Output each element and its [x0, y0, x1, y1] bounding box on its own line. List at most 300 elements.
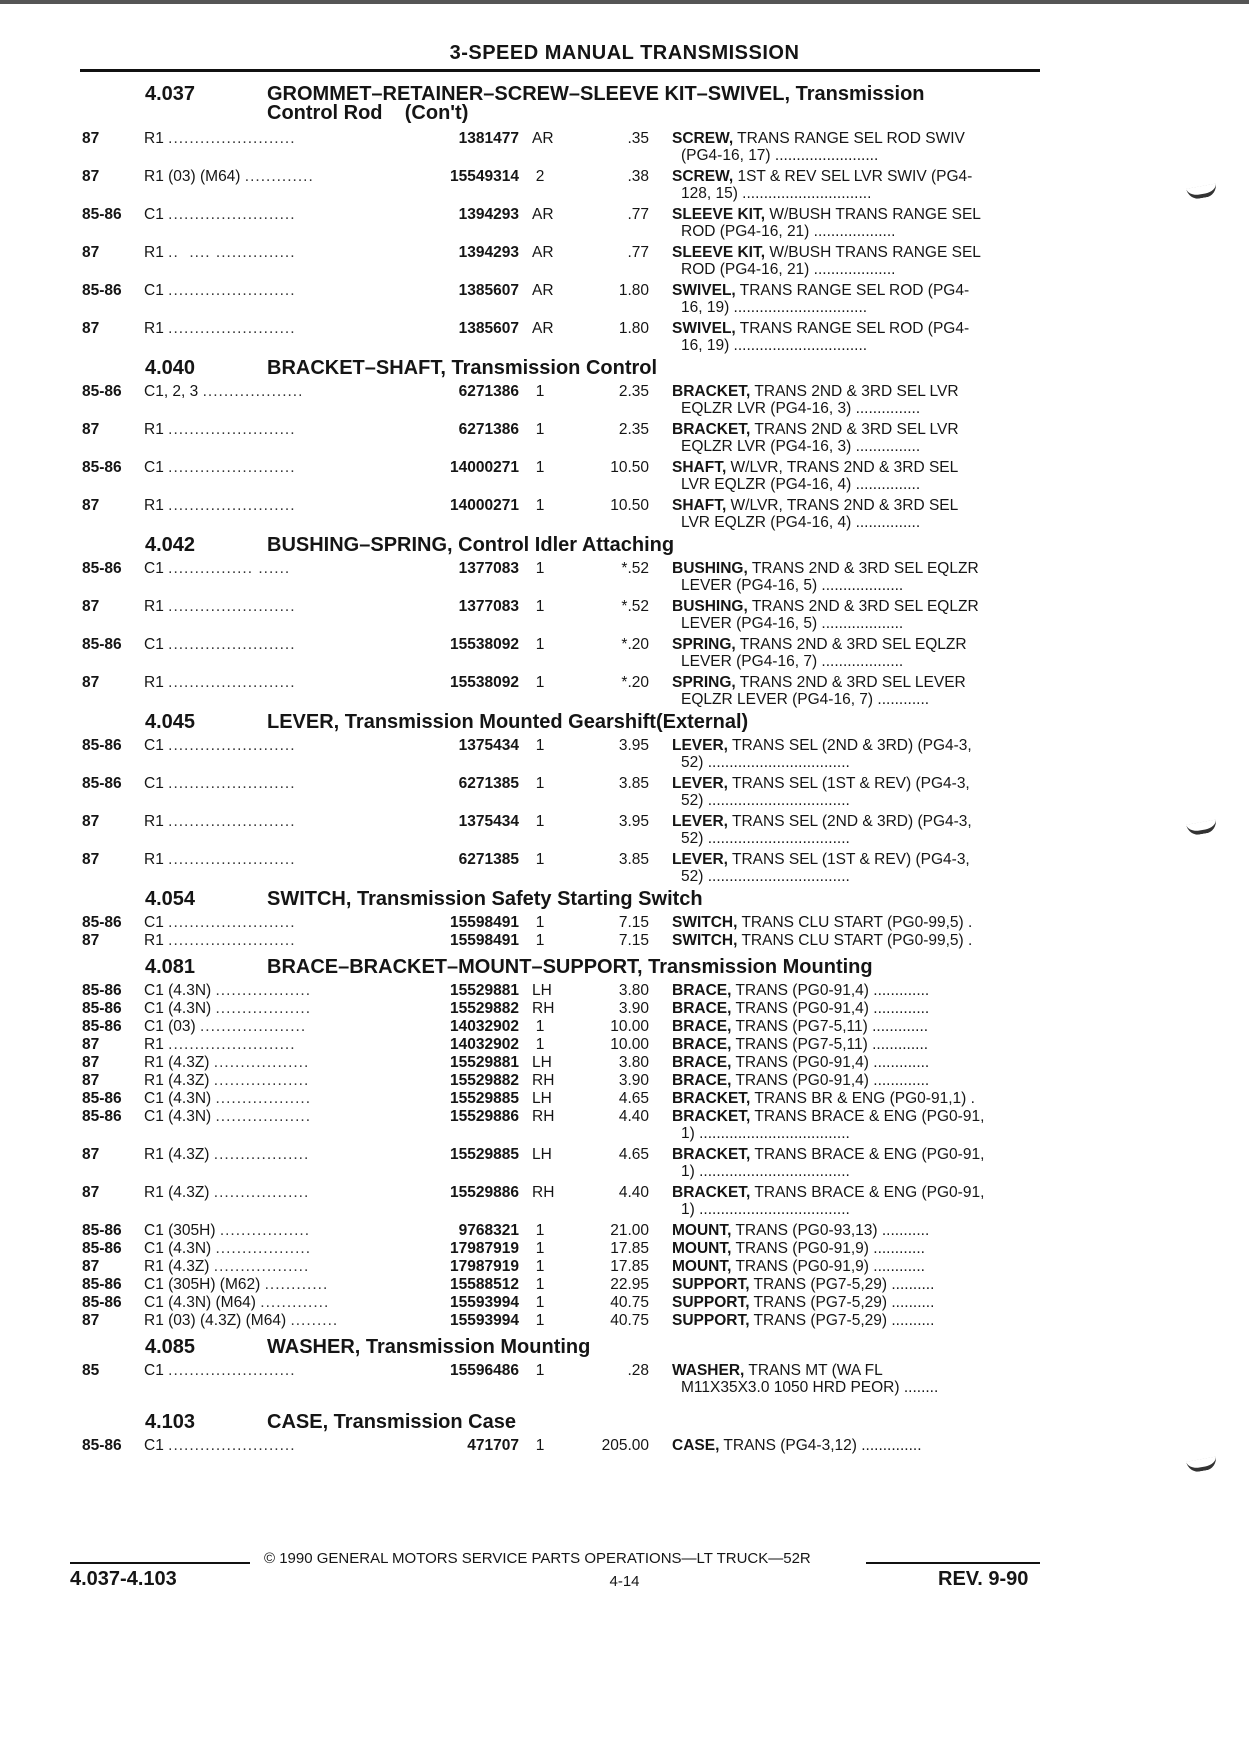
leader-dots: ........................ — [168, 932, 296, 949]
price: 3.90 — [618, 1072, 649, 1089]
price: 10.50 — [610, 497, 649, 514]
model-year: 85-86 — [82, 1222, 122, 1239]
part-number: 1375434 — [458, 737, 519, 754]
model-code — [144, 775, 296, 793]
price: 2.35 — [618, 383, 649, 400]
description — [672, 636, 1032, 654]
quantity: 1 — [535, 1312, 545, 1329]
model-code-text: R1 — [144, 598, 164, 615]
section-title: WASHER, Transmission Mounting — [267, 1336, 591, 1358]
model-code — [144, 851, 296, 869]
leader-dots: ........................ — [168, 1036, 296, 1053]
model-year: 85-86 — [82, 383, 122, 400]
description — [672, 320, 1032, 338]
part-number: 15593994 — [450, 1312, 519, 1329]
model-code — [144, 1362, 296, 1380]
description-text: SHAFT, W/LVR, TRANS 2ND & 3RD SEL — [672, 459, 959, 476]
model-year: 85-86 — [82, 1294, 122, 1311]
leader-dots: ........................ — [168, 636, 296, 653]
description — [672, 932, 1032, 950]
model-code — [144, 206, 296, 224]
description — [672, 459, 1032, 477]
model-code — [144, 1222, 310, 1240]
model-year: 85-86 — [82, 636, 122, 653]
section-title: BRACKET–SHAFT, Transmission Control — [267, 357, 658, 379]
part-number: 1394293 — [458, 244, 519, 261]
model-code — [144, 1240, 311, 1258]
quantity: AR — [532, 320, 554, 337]
price: 1.80 — [618, 282, 649, 299]
description — [672, 1036, 1032, 1054]
part-number: 6271386 — [458, 421, 519, 438]
leader-dots: ........................ — [168, 1437, 296, 1454]
description — [672, 982, 1032, 1000]
quantity: 1 — [535, 932, 545, 949]
description — [672, 421, 1032, 439]
description-continued: 1) ................................... — [681, 1163, 850, 1180]
price: *.20 — [621, 636, 649, 653]
description-text: BRACE, TRANS (PG7-5,11) ............. — [672, 1018, 929, 1035]
price: *.52 — [621, 598, 649, 615]
quantity: 1 — [535, 497, 545, 514]
description-text: BRACE, TRANS (PG0-91,4) ............. — [672, 1072, 930, 1089]
leader-dots: ........................ — [168, 421, 296, 438]
description-text: SLEEVE KIT, W/BUSH TRANS RANGE SEL — [672, 244, 981, 261]
quantity: RH — [532, 1072, 555, 1089]
model-code-text: R1 (4.3Z) — [144, 1184, 210, 1201]
description — [672, 674, 1032, 692]
part-number: 15529882 — [450, 1000, 519, 1017]
page-title: 3-SPEED MANUAL TRANSMISSION — [449, 42, 800, 64]
price: .35 — [627, 130, 649, 147]
model-year: 87 — [82, 244, 100, 261]
description — [672, 851, 1032, 869]
description-text: BRACKET, TRANS BRACE & ENG (PG0-91, — [672, 1184, 985, 1201]
leader-dots: ................. — [219, 1222, 311, 1239]
part-number: 1377083 — [458, 560, 519, 577]
description-continued: 16, 19) ............................... — [681, 299, 868, 316]
part-number: 471707 — [467, 1437, 519, 1454]
quantity: 1 — [535, 1258, 545, 1275]
model-year: 85-86 — [82, 282, 122, 299]
quantity: LH — [532, 1090, 552, 1107]
model-code — [144, 421, 296, 439]
model-code — [144, 1184, 309, 1202]
price: 3.80 — [618, 982, 649, 999]
leader-dots: ........................ — [168, 206, 296, 223]
price: 3.95 — [618, 813, 649, 830]
description — [672, 206, 1032, 224]
leader-dots: .................. — [213, 1054, 310, 1071]
price: 3.95 — [618, 737, 649, 754]
quantity: LH — [532, 1146, 552, 1163]
price: .28 — [627, 1362, 649, 1379]
model-code-text: C1 — [144, 775, 164, 792]
section-title-continued: Control Rod (Con't) — [267, 102, 469, 124]
model-code — [144, 1258, 309, 1276]
part-number: 1394293 — [458, 206, 519, 223]
model-code-text: R1 — [144, 1036, 164, 1053]
model-code-text: R1 (4.3Z) — [144, 1146, 210, 1163]
model-code — [144, 598, 296, 616]
description-text: LEVER, TRANS SEL (2ND & 3RD) (PG4-3, — [672, 813, 972, 830]
model-year: 85-86 — [82, 737, 122, 754]
model-code-text: C1 — [144, 282, 164, 299]
model-code-text: C1 — [144, 636, 164, 653]
quantity: 1 — [535, 1036, 545, 1053]
part-number: 15529882 — [450, 1072, 519, 1089]
description-continued: M11X35X3.0 1050 HRD PEOR) ........ — [681, 1379, 939, 1396]
model-code-text: C1, 2, 3 — [144, 383, 199, 400]
model-year: 87 — [82, 320, 100, 337]
model-code — [144, 813, 296, 831]
model-code-text: R1 — [144, 932, 164, 949]
model-year: 87 — [82, 813, 100, 830]
model-year: 85-86 — [82, 206, 122, 223]
quantity: AR — [532, 206, 554, 223]
quantity: 1 — [535, 1294, 545, 1311]
model-code-text: R1 (03) (M64) — [144, 168, 241, 185]
description-text: CASE, TRANS (PG4-3,12) .............. — [672, 1437, 922, 1454]
description-text: SUPPORT, TRANS (PG7-5,29) .......... — [672, 1276, 935, 1293]
description-text: BRACE, TRANS (PG0-91,4) ............. — [672, 982, 930, 999]
description-continued: (PG4-16, 17) ........................ — [681, 147, 879, 164]
model-year: 87 — [82, 1072, 100, 1089]
description-continued: EQLZR LVR (PG4-16, 3) ............... — [681, 438, 921, 455]
footer-rule-right — [866, 1562, 1040, 1564]
description — [672, 1072, 1032, 1090]
model-code — [144, 130, 296, 148]
price: *.52 — [621, 560, 649, 577]
leader-dots: .................. — [213, 1072, 310, 1089]
price: 3.90 — [618, 1000, 649, 1017]
part-number: 15529881 — [450, 1054, 519, 1071]
leader-dots: .. .... ............... — [168, 244, 296, 261]
part-number: 15538092 — [450, 636, 519, 653]
model-year: 85-86 — [82, 1240, 122, 1257]
model-code — [144, 168, 314, 186]
description — [672, 1362, 1032, 1380]
leader-dots: ........................ — [168, 320, 296, 337]
price: 40.75 — [610, 1312, 649, 1329]
part-number: 6271385 — [458, 775, 519, 792]
price: 7.15 — [618, 914, 649, 931]
model-year: 87 — [82, 168, 100, 185]
leader-dots: ........................ — [168, 813, 296, 830]
leader-dots: ................... — [202, 383, 304, 400]
quantity: LH — [532, 982, 552, 999]
model-code-text: C1 — [144, 560, 164, 577]
price: 10.50 — [610, 459, 649, 476]
model-code — [144, 560, 290, 578]
description-continued: ROD (PG4-16, 21) ................... — [681, 223, 896, 240]
leader-dots: ........................ — [168, 737, 296, 754]
price: 4.65 — [618, 1090, 649, 1107]
part-number: 15598491 — [450, 914, 519, 931]
part-number: 15529886 — [450, 1184, 519, 1201]
model-year: 87 — [82, 932, 100, 949]
model-code-text: R1 (4.3Z) — [144, 1258, 210, 1275]
description — [672, 914, 1032, 932]
model-code-text: R1 — [144, 851, 164, 868]
price: 1.80 — [618, 320, 649, 337]
description-continued: 16, 19) ............................... — [681, 337, 868, 354]
model-year: 85-86 — [82, 1000, 122, 1017]
part-number: 6271386 — [458, 383, 519, 400]
description-text: SCREW, 1ST & REV SEL LVR SWIV (PG4- — [672, 168, 973, 185]
part-number: 17987919 — [450, 1258, 519, 1275]
quantity: 2 — [535, 168, 545, 185]
description — [672, 282, 1032, 300]
description-continued: 1) ................................... — [681, 1125, 850, 1142]
description-continued: LEVER (PG4-16, 7) ................... — [681, 653, 904, 670]
model-code — [144, 1054, 309, 1072]
description-text: SUPPORT, TRANS (PG7-5,29) .......... — [672, 1294, 935, 1311]
section-title: GROMMET–RETAINER–SCREW–SLEEVE KIT–SWIVEL, Transmission — [267, 83, 925, 105]
model-code-text: C1 — [144, 206, 164, 223]
description-text: LEVER, TRANS SEL (2ND & 3RD) (PG4-3, — [672, 737, 972, 754]
quantity: AR — [532, 244, 554, 261]
footer-section-range: 4.037-4.103 — [70, 1568, 177, 1590]
model-year: 85-86 — [82, 560, 122, 577]
quantity: 1 — [535, 813, 545, 830]
price: 3.85 — [618, 851, 649, 868]
price: 17.85 — [610, 1258, 649, 1275]
quantity: AR — [532, 282, 554, 299]
price: 4.40 — [618, 1108, 649, 1125]
description-text: SLEEVE KIT, W/BUSH TRANS RANGE SEL — [672, 206, 981, 223]
leader-dots: .................. — [215, 1108, 312, 1125]
leader-dots: .................. — [215, 982, 312, 999]
description-text: BRACKET, TRANS BR & ENG (PG0-91,1) . — [672, 1090, 975, 1107]
model-code-text: C1 (4.3N) — [144, 1000, 212, 1017]
model-year: 85-86 — [82, 1437, 122, 1454]
quantity: 1 — [535, 914, 545, 931]
description-text: BRACKET, TRANS 2ND & 3RD SEL LVR — [672, 383, 959, 400]
description-continued: 128, 15) .............................. — [681, 185, 872, 202]
model-code-text: C1 — [144, 1437, 164, 1454]
model-year: 85-86 — [82, 982, 122, 999]
quantity: 1 — [535, 1240, 545, 1257]
quantity: 1 — [535, 1018, 545, 1035]
model-year: 87 — [82, 851, 100, 868]
section-code: 4.042 — [145, 534, 196, 556]
quantity: 1 — [535, 598, 545, 615]
model-year: 85-86 — [82, 1276, 122, 1293]
leader-dots: ........................ — [168, 459, 296, 476]
model-code — [144, 1036, 296, 1054]
model-code — [144, 1000, 311, 1018]
leader-dots: ........................ — [168, 1362, 296, 1379]
model-code-text: C1 (4.3N) (M64) — [144, 1294, 256, 1311]
description — [672, 168, 1032, 186]
price: 7.15 — [618, 932, 649, 949]
description-text: BRACE, TRANS (PG0-91,4) ............. — [672, 1054, 930, 1071]
model-code — [144, 1294, 329, 1312]
model-code-text: R1 — [144, 674, 164, 691]
model-code-text: C1 (305H) — [144, 1222, 216, 1239]
quantity: 1 — [535, 560, 545, 577]
model-code-text: R1 — [144, 130, 164, 147]
leader-dots: ........................ — [168, 674, 296, 691]
quantity: LH — [532, 1054, 552, 1071]
model-code — [144, 982, 311, 1000]
quantity: 1 — [535, 737, 545, 754]
footer-page-number: 4-14 — [609, 1573, 640, 1590]
description-continued: 52) ................................. — [681, 792, 850, 809]
model-year: 87 — [82, 598, 100, 615]
leader-dots: ........................ — [168, 598, 296, 615]
part-number: 14000271 — [450, 497, 519, 514]
price: 3.80 — [618, 1054, 649, 1071]
section-title: CASE, Transmission Case — [267, 1411, 516, 1433]
model-code-text: R1 — [144, 320, 164, 337]
model-year: 87 — [82, 1184, 100, 1201]
description-text: MOUNT, TRANS (PG0-93,13) ........... — [672, 1222, 930, 1239]
model-code-text: R1 (4.3Z) — [144, 1072, 210, 1089]
part-number: 14032902 — [450, 1018, 519, 1035]
quantity: 1 — [535, 674, 545, 691]
description — [672, 1054, 1032, 1072]
model-code — [144, 1312, 338, 1330]
model-year: 85 — [82, 1362, 100, 1379]
description — [672, 1000, 1032, 1018]
section-code: 4.054 — [145, 888, 196, 910]
description — [672, 598, 1032, 616]
model-code — [144, 1018, 306, 1036]
part-number: 15593994 — [450, 1294, 519, 1311]
price: .38 — [627, 168, 649, 185]
description — [672, 497, 1032, 515]
quantity: RH — [532, 1108, 555, 1125]
description-continued: ROD (PG4-16, 21) ................... — [681, 261, 896, 278]
model-year: 87 — [82, 1054, 100, 1071]
part-number: 1385607 — [458, 282, 519, 299]
description-text: BRACKET, TRANS BRACE & ENG (PG0-91, — [672, 1146, 985, 1163]
description-text: SWIVEL, TRANS RANGE SEL ROD (PG4- — [672, 282, 970, 299]
model-code — [144, 459, 296, 477]
model-year: 85-86 — [82, 1090, 122, 1107]
model-code-text: C1 — [144, 1362, 164, 1379]
description-continued: 52) ................................. — [681, 830, 850, 847]
price: 22.95 — [610, 1276, 649, 1293]
quantity: 1 — [535, 1437, 545, 1454]
description-text: SWIVEL, TRANS RANGE SEL ROD (PG4- — [672, 320, 970, 337]
section-title: BUSHING–SPRING, Control Idler Attaching — [267, 534, 675, 556]
leader-dots: .................. — [213, 1146, 310, 1163]
description — [672, 1108, 1032, 1126]
model-year: 85-86 — [82, 914, 122, 931]
section-title: BRACE–BRACKET–MOUNT–SUPPORT, Transmission Mounting — [267, 956, 873, 978]
price: 2.35 — [618, 421, 649, 438]
model-code-text: C1 (305H) (M62) — [144, 1276, 261, 1293]
description — [672, 775, 1032, 793]
model-year: 87 — [82, 1258, 100, 1275]
quantity: 1 — [535, 421, 545, 438]
price: 10.00 — [610, 1036, 649, 1053]
model-code — [144, 636, 296, 654]
footer-rule-left — [70, 1562, 250, 1564]
model-code — [144, 1108, 311, 1126]
description-text: SPRING, TRANS 2ND & 3RD SEL EQLZR — [672, 636, 967, 653]
description-text: BUSHING, TRANS 2ND & 3RD SEL EQLZR — [672, 598, 979, 615]
part-number: 14032902 — [450, 1036, 519, 1053]
part-number: 1377083 — [458, 598, 519, 615]
description-continued: 52) ................................. — [681, 754, 850, 771]
model-code-text: R1 — [144, 497, 164, 514]
model-code — [144, 737, 296, 755]
description — [672, 1222, 1032, 1240]
price: 21.00 — [610, 1222, 649, 1239]
leader-dots: ......... — [290, 1312, 339, 1329]
description — [672, 1184, 1032, 1202]
part-number: 15529881 — [450, 982, 519, 999]
leader-dots: ........................ — [168, 282, 296, 299]
description — [672, 1258, 1032, 1276]
leader-dots: ........................ — [168, 851, 296, 868]
model-code-text: C1 (4.3N) — [144, 982, 212, 999]
leader-dots: .................. — [213, 1184, 310, 1201]
footer-revision: REV. 9-90 — [938, 1568, 1029, 1590]
description-continued: LEVER (PG4-16, 5) ................... — [681, 615, 904, 632]
description — [672, 1294, 1032, 1312]
description-text: SCREW, TRANS RANGE SEL ROD SWIV — [672, 130, 965, 147]
price: *.20 — [621, 674, 649, 691]
description — [672, 1146, 1032, 1164]
model-code-text: R1 — [144, 244, 164, 261]
section-title: LEVER, Transmission Mounted Gearshift(External) — [267, 711, 749, 733]
description-continued: LEVER (PG4-16, 5) ................... — [681, 577, 904, 594]
description-continued: EQLZR LEVER (PG4-16, 7) ............ — [681, 691, 930, 708]
quantity: RH — [532, 1184, 555, 1201]
part-number: 15588512 — [450, 1276, 519, 1293]
model-code — [144, 320, 296, 338]
quantity: 1 — [535, 1276, 545, 1293]
part-number: 1381477 — [458, 130, 519, 147]
leader-dots: ........................ — [168, 775, 296, 792]
model-year: 85-86 — [82, 1018, 122, 1035]
description — [672, 383, 1032, 401]
description-text: BRACE, TRANS (PG0-91,4) ............. — [672, 1000, 930, 1017]
section-code: 4.040 — [145, 357, 196, 379]
model-year: 87 — [82, 1036, 100, 1053]
description-continued: EQLZR LVR (PG4-16, 3) ............... — [681, 400, 921, 417]
description-text: LEVER, TRANS SEL (1ST & REV) (PG4-3, — [672, 851, 970, 868]
model-code — [144, 932, 296, 950]
part-number: 15598491 — [450, 932, 519, 949]
model-year: 87 — [82, 497, 100, 514]
description-continued: 1) ................................... — [681, 1201, 850, 1218]
leader-dots: ........................ — [168, 914, 296, 931]
description-text: BUSHING, TRANS 2ND & 3RD SEL EQLZR — [672, 560, 979, 577]
description-text: LEVER, TRANS SEL (1ST & REV) (PG4-3, — [672, 775, 970, 792]
leader-dots: .................. — [213, 1258, 310, 1275]
model-code — [144, 674, 296, 692]
part-number: 14000271 — [450, 459, 519, 476]
price: 17.85 — [610, 1240, 649, 1257]
price: 4.40 — [618, 1184, 649, 1201]
model-code — [144, 1072, 309, 1090]
part-number: 15529886 — [450, 1108, 519, 1125]
leader-dots: ........................ — [168, 497, 296, 514]
model-code-text: C1 — [144, 459, 164, 476]
description — [672, 1240, 1032, 1258]
description — [672, 244, 1032, 262]
description — [672, 560, 1032, 578]
description — [672, 1018, 1032, 1036]
description — [672, 130, 1032, 148]
model-code-text: C1 (4.3N) — [144, 1108, 212, 1125]
